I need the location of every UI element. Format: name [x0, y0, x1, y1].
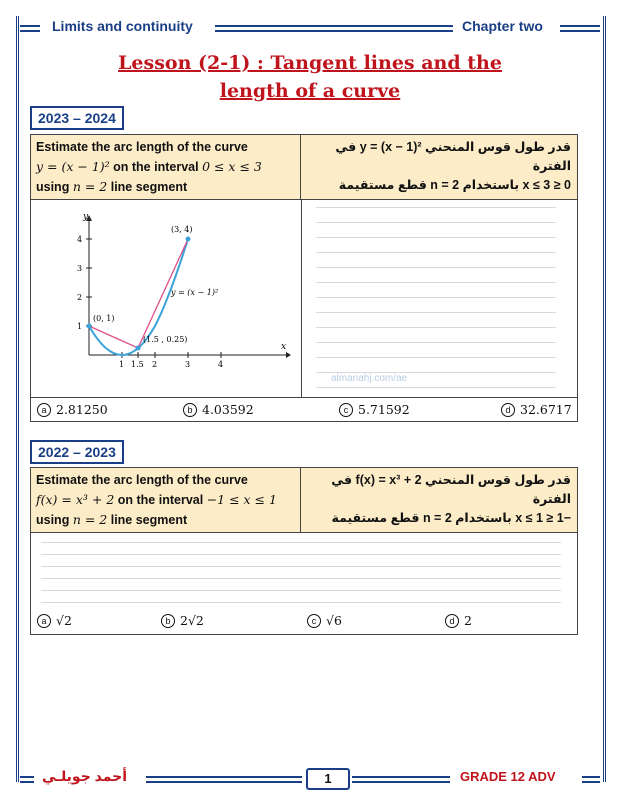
point-c — [186, 237, 191, 242]
option-a[interactable] — [37, 613, 72, 628]
question-row — [31, 135, 577, 200]
y-tick-label: 4 — [77, 235, 83, 244]
math-expr: 0 ≤ x ≤ 3 — [202, 159, 262, 174]
option-value: √2 — [56, 613, 72, 628]
question-text: Estimate the arc length of the curve — [36, 140, 248, 154]
options-divider — [31, 397, 577, 398]
header-rule — [215, 25, 453, 32]
x-tick-label: 2 — [152, 360, 158, 369]
header-rule — [20, 25, 40, 32]
question-text: قدر طول قوس المنحني y = (x − 1)² في الفترة — [335, 140, 571, 173]
question-text: line segment — [107, 180, 188, 194]
curve-label: y = (x − 1)² — [171, 288, 219, 297]
option-c[interactable] — [307, 613, 342, 628]
question-text: using — [36, 513, 73, 527]
author-name: أحمد جويلـي — [42, 768, 128, 784]
year-badge: 2023 – 2024 — [30, 106, 124, 130]
question-text: −1 ≤ x ≤ 1 باستخدام n = 2 قطع مستقيمة — [331, 511, 571, 525]
option-a[interactable] — [37, 402, 108, 417]
math-expr: n = 2 — [72, 512, 108, 527]
x-tick-label: 3 — [185, 360, 191, 369]
x-tick-label: 1.5 — [131, 360, 144, 369]
question-english — [31, 135, 301, 199]
y-tick-label: 1 — [77, 322, 83, 331]
option-b[interactable] — [183, 402, 254, 417]
x-tick-label: 4 — [218, 360, 224, 369]
header-right: Chapter two — [456, 18, 549, 34]
point-b — [136, 346, 141, 351]
option-letter: a — [37, 614, 51, 628]
y-axis-label: y — [83, 212, 89, 222]
footer-rule — [146, 776, 302, 783]
option-value: 2 — [464, 613, 472, 628]
option-b[interactable] — [161, 613, 204, 628]
option-letter: d — [501, 403, 515, 417]
question-text: قدر طول قوس المنحني f(x) = x³ + 2 في الفترة — [331, 473, 571, 506]
y-tick-label: 3 — [77, 264, 83, 273]
option-value: 32.6717 — [520, 402, 572, 417]
point-b-label: (1.5 , 0.25) — [143, 335, 188, 344]
header-left: Limits and continuity — [46, 18, 199, 34]
header-rule — [560, 25, 600, 32]
point-a — [87, 324, 92, 329]
point-c-label: (3, 4) — [171, 225, 193, 234]
question-text: 0 ≤ x ≤ 3 باستخدام n = 2 قطع مستقيمة — [338, 178, 571, 192]
question-box — [30, 134, 578, 422]
option-d[interactable] — [445, 613, 472, 628]
option-value: 4.03592 — [202, 402, 254, 417]
column-divider — [301, 199, 302, 397]
watermark: almanahj.com/ae — [331, 373, 408, 384]
option-value: √6 — [326, 613, 342, 628]
math-expr: −1 ≤ x ≤ 1 — [206, 492, 277, 507]
year-badge: 2022 – 2023 — [30, 440, 124, 464]
option-letter: c — [339, 403, 353, 417]
question-text — [36, 490, 295, 510]
y-ticks — [77, 235, 92, 331]
option-c[interactable] — [339, 402, 410, 417]
question-box — [30, 467, 578, 635]
option-d[interactable] — [501, 402, 572, 417]
page-number: 1 — [306, 768, 350, 790]
option-letter: c — [307, 614, 321, 628]
y-tick-label: 2 — [77, 293, 83, 302]
option-value: 2.81250 — [56, 402, 108, 417]
question-text — [36, 510, 295, 530]
page-header — [20, 16, 600, 40]
footer-rule — [352, 776, 450, 783]
question-text: on the interval — [114, 493, 207, 507]
question-text: Estimate the arc length of the curve — [36, 473, 248, 487]
point-a-label: (0, 1) — [93, 314, 115, 323]
option-letter: d — [445, 614, 459, 628]
question-row — [31, 468, 577, 533]
question-text: on the interval — [109, 160, 203, 174]
footer-rule — [20, 776, 34, 783]
x-tick-label: 1 — [119, 360, 125, 369]
math-expr: f(x) = x³ + 2 — [36, 492, 115, 507]
option-letter: b — [183, 403, 197, 417]
question-text — [36, 157, 295, 177]
question-text — [36, 177, 295, 197]
option-letter: a — [37, 403, 51, 417]
question-text: line segment — [107, 513, 188, 527]
math-expr: n = 2 — [72, 179, 108, 194]
page-footer — [20, 768, 600, 790]
option-letter: b — [161, 614, 175, 628]
question-arabic — [303, 468, 577, 532]
option-value: 5.71592 — [358, 402, 410, 417]
question-english — [31, 468, 301, 532]
x-axis-label: x — [281, 342, 287, 352]
question-text: using — [36, 180, 73, 194]
question-arabic — [303, 135, 577, 199]
math-expr: y = (x − 1)² — [36, 159, 110, 174]
lesson-title-line1: Lesson (2-1) : Tangent lines and the — [118, 52, 502, 74]
footer-rule — [582, 776, 600, 783]
x-axis-arrow — [286, 352, 291, 358]
lesson-title-line2: length of a curve — [219, 80, 401, 102]
grade-label: GRADE 12 ADV — [460, 769, 556, 784]
option-value: 2√2 — [180, 613, 204, 628]
arc-length-graph — [71, 209, 291, 379]
